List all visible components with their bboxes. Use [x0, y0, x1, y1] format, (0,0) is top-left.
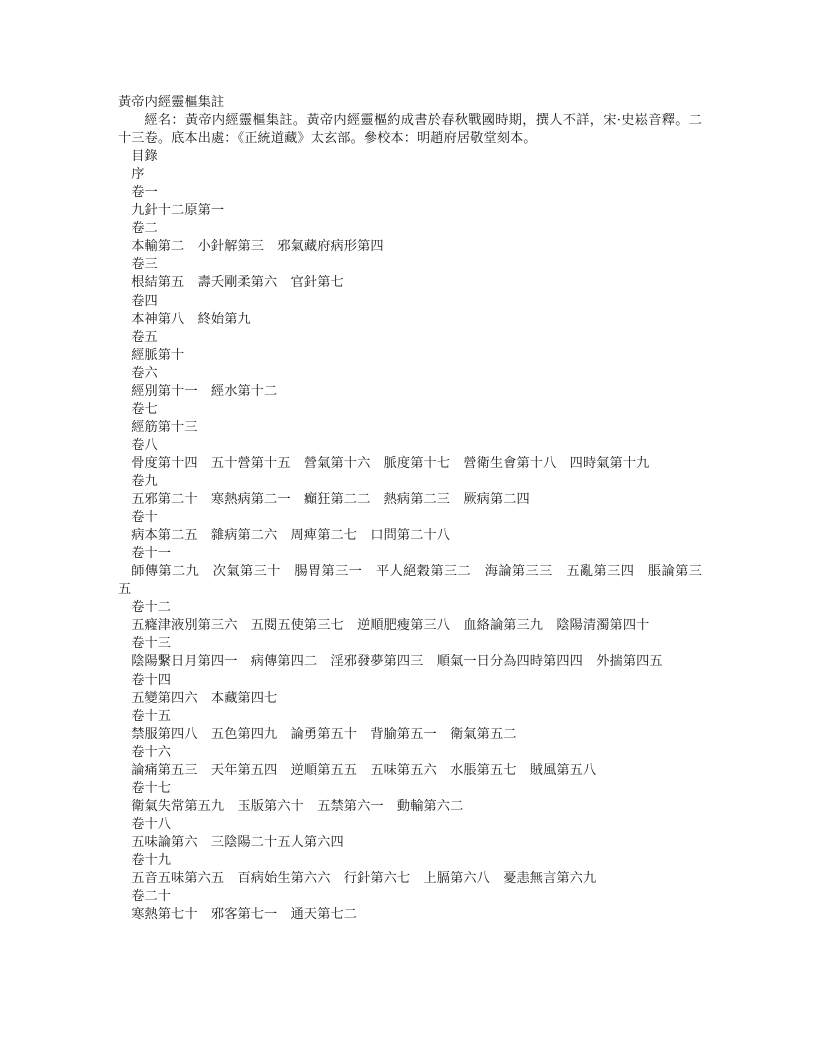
toc-volume-entries: 五味論第六 三陰陽二十五人第六四: [131, 834, 344, 850]
toc-volume-label: 卷十一: [131, 546, 172, 562]
toc-volume-entries: 本輸第二 小針解第三 邪氣藏府病形第四: [131, 239, 384, 255]
toc-volume-entries: 經脈第十: [131, 347, 185, 363]
toc-volume-entries: 根結第五 壽夭剛柔第六 官針第七: [131, 275, 344, 291]
toc-volume-label: 卷三: [131, 257, 158, 273]
toc-volume-label: 卷十九: [131, 852, 172, 868]
toc-volume-entries: 經筋第十三: [131, 419, 198, 435]
toc-volume-label: 卷九: [131, 473, 158, 489]
toc-volume-list: [118, 184, 702, 924]
toc-volume-label: 卷十七: [131, 780, 172, 796]
toc-volume-entries: 五癃津液別第三六 五閱五使第三七 逆順肥瘦第三八 血絡論第三九 陰陽清濁第四十: [131, 618, 650, 634]
toc-volume-section: [118, 473, 702, 509]
toc-volume-entries: 病本第二五 雜病第二六 周痺第二七 口問第二十八: [131, 528, 451, 544]
toc-volume-label: 卷一: [131, 185, 158, 201]
toc-volume-section: [118, 437, 702, 473]
toc-volume-section: [118, 509, 702, 545]
document-text-body: [118, 94, 702, 924]
toc-volume-entries: 本神第八 終始第九: [131, 311, 251, 327]
toc-volume-entries: 寒熱第七十 邪客第七一 通天第七二: [131, 907, 358, 923]
toc-volume-section: [118, 635, 702, 671]
toc-volume-label: 卷二十: [131, 889, 172, 905]
toc-volume-section: [118, 401, 702, 437]
toc-volume-entries: 禁服第四八 五色第四九 論勇第五十 背腧第五一 衛氣第五二: [131, 726, 517, 742]
toc-volume-section: [118, 293, 702, 329]
toc-volume-section: [118, 708, 702, 744]
toc-volume-section: [118, 545, 702, 599]
toc-volume-section: [118, 888, 702, 924]
toc-volume-entries: 衛氣失常第五九 玉版第六十 五禁第六一 動輸第六二: [131, 798, 464, 814]
toc-volume-label: 卷六: [131, 365, 158, 381]
toc-volume-label: 卷十三: [131, 636, 172, 652]
toc-volume-entries: 五變第四六 本藏第四七: [131, 690, 278, 706]
toc-volume-section: [118, 599, 702, 635]
document-title: 黃帝内經靈樞集註: [118, 95, 225, 110]
toc-volume-entries: 骨度第十四 五十營第十五 營氣第十六 脈度第十七 營衛生會第十八 四時氣第十九: [131, 455, 650, 471]
toc-volume-label: 卷四: [131, 293, 158, 309]
toc-heading: 目錄: [131, 149, 158, 165]
toc-volume-section: [118, 256, 702, 292]
toc-volume-section: [118, 744, 702, 780]
toc-volume-label: 卷七: [131, 401, 158, 417]
toc-volume-label: 卷十四: [131, 672, 172, 688]
toc-volume-label: 卷十二: [131, 600, 172, 616]
toc-volume-entries: 五音五味第六五 百病始生第六六 行針第六七 上膈第六八 憂恚無言第六九: [131, 871, 597, 887]
toc-volume-entries: 師傳第二九 次氣第三十 腸胃第三一 平人絕穀第三二 海論第三三 五亂第三四 脹論第三五: [118, 564, 702, 598]
toc-volume-section: [118, 672, 702, 708]
toc-volume-section: [118, 329, 702, 365]
toc-volume-label: 卷十六: [131, 744, 172, 760]
toc-volume-entries: 陰陽繫日月第四一 病傳第四二 淫邪發夢第四三 順氣一日分為四時第四四 外揣第四五: [131, 654, 663, 670]
preface-paragraph: 經名：黃帝内經靈樞集註。黃帝内經靈樞約成書於春秋戰國時期，撰人不詳，宋·史崧音釋。二十三卷。底本出處：《正統道藏》太玄部。參校本：明趙府居敬堂刻本。: [118, 113, 702, 147]
toc-volume-section: [118, 220, 702, 256]
toc-volume-entries: 論痛第五三 天年第五四 逆順第五五 五味第五六 水脹第五七 賊風第五八: [131, 762, 597, 778]
toc-volume-section: [118, 184, 702, 220]
toc-volume-entries: 經別第十一 經水第十二: [131, 383, 278, 399]
toc-volume-section: [118, 852, 702, 888]
toc-volume-label: 卷二: [131, 221, 158, 237]
toc-volume-label: 卷八: [131, 437, 158, 453]
toc-volume-label: 卷十五: [131, 708, 172, 724]
toc-volume-section: [118, 780, 702, 816]
toc-volume-entries: 五邪第二十 寒熱病第二一 癲狂第二二 熱病第二三 厥病第二四: [131, 492, 530, 508]
toc-volume-entries: 九針十二原第一: [131, 203, 225, 219]
toc-volume-section: [118, 365, 702, 401]
toc-volume-section: [118, 816, 702, 852]
toc-volume-label: 卷五: [131, 329, 158, 345]
toc-volume-label: 卷十: [131, 510, 158, 526]
toc-volume-label: 卷十八: [131, 816, 172, 832]
toc-entry-preface: 序: [131, 167, 145, 183]
